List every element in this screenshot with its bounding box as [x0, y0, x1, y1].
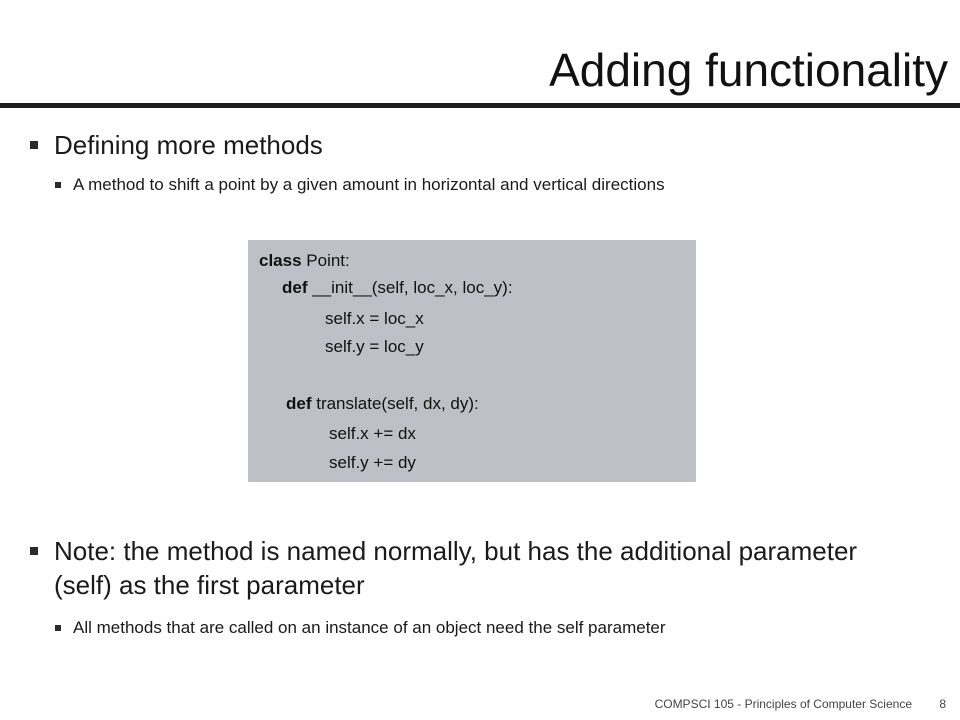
code-keyword: class — [259, 251, 302, 270]
page-number: 8 — [939, 697, 946, 711]
code-text: Point: — [301, 251, 350, 270]
bullet-text: Note: the method is named normally, but has the additional parameter (self) as the first parameter — [54, 536, 858, 600]
code-line: self.x = loc_x — [325, 309, 424, 328]
subbullet-text: All methods that are called on an instance of an object need the self parameter — [73, 618, 666, 637]
code-line: self.x += dx — [329, 424, 416, 443]
code-text: __init__(self, loc_x, loc_y): — [307, 278, 513, 297]
code-line: self.y = loc_y — [325, 337, 424, 356]
square-bullet-icon — [55, 625, 61, 631]
square-bullet-icon — [55, 182, 61, 188]
code-line — [282, 277, 513, 299]
code-line — [259, 250, 350, 272]
subbullet-self-parameter — [55, 617, 666, 639]
bullet-text: Defining more methods — [54, 130, 323, 160]
bullet-defining-methods — [30, 128, 323, 162]
subbullet-text: A method to shift a point by a given amount in horizontal and vertical directions — [73, 175, 665, 194]
code-keyword: def — [282, 278, 308, 297]
code-line: self.y += dy — [329, 453, 416, 472]
title-divider — [0, 103, 960, 108]
code-line — [286, 393, 479, 415]
square-bullet-icon — [30, 141, 38, 149]
footer-course: COMPSCI 105 - Principles of Computer Science — [654, 697, 912, 711]
code-block — [248, 240, 696, 482]
code-keyword: def — [286, 394, 312, 413]
slide-title: Adding functionality — [549, 44, 948, 96]
code-text: translate(self, dx, dy): — [311, 394, 479, 413]
subbullet-shift-method — [55, 174, 665, 196]
square-bullet-icon — [30, 547, 38, 555]
bullet-note — [30, 534, 910, 602]
